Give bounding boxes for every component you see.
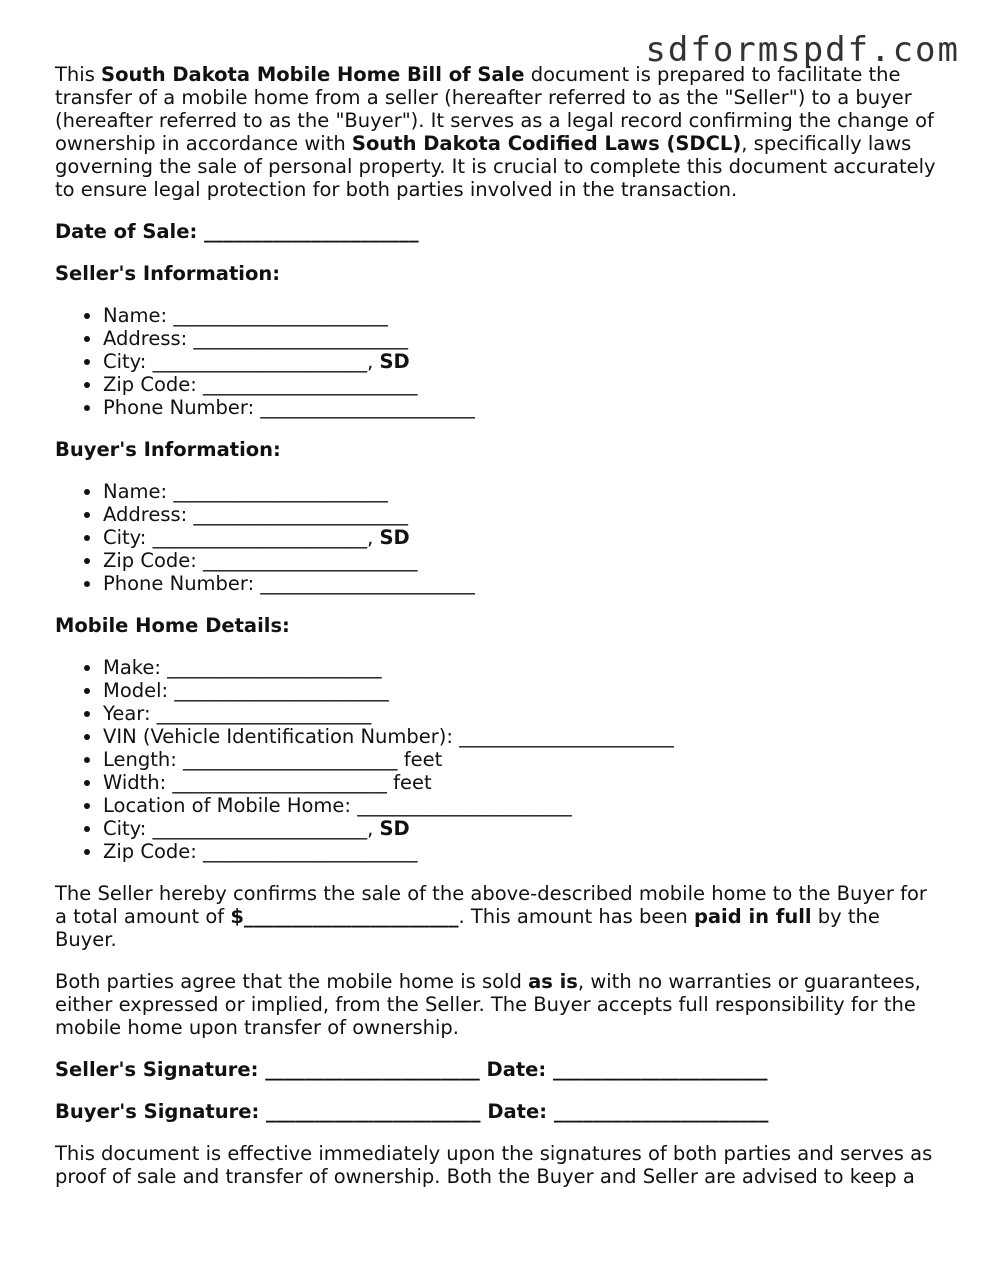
home-state: SD (379, 817, 410, 840)
seller-date-label: Date: (479, 1058, 553, 1081)
home-vin-blank[interactable]: ______________________ (459, 725, 674, 748)
buyer-zip-item[interactable] (103, 549, 945, 572)
seller-zip-blank[interactable]: ______________________ (203, 373, 418, 396)
seller-name-item[interactable] (103, 304, 945, 327)
home-make-item[interactable] (103, 656, 945, 679)
buyer-address-label: Address: (103, 503, 194, 526)
home-zip-label: Zip Code: (103, 840, 204, 863)
seller-city-label: City: (103, 350, 153, 373)
home-length-label: Length: (103, 748, 184, 771)
closing-paragraph: This document is effective immediately upon the signatures of both parties and serves as proof of sale and transfer of ownership. Both the Buyer and Seller are advised to keep a (55, 1142, 933, 1188)
buyer-signature-blank[interactable]: ______________________ (266, 1100, 481, 1123)
home-make-blank[interactable]: ______________________ (167, 656, 382, 679)
seller-signature-label: Seller's Signature: (55, 1058, 266, 1081)
watermark: sdformspdf.com (645, 30, 960, 70)
home-length-item[interactable] (103, 748, 945, 771)
buyer-address-item[interactable] (103, 503, 945, 526)
as-is-emphasis: as is (528, 970, 578, 993)
seller-signature-line[interactable] (55, 1058, 945, 1081)
home-location-blank[interactable]: ______________________ (357, 794, 572, 817)
sale-amount-blank[interactable]: $______________________ (230, 905, 459, 928)
buyer-signature-label: Buyer's Signature: (55, 1100, 267, 1123)
document-title: South Dakota Mobile Home Bill of Sale (101, 63, 525, 86)
buyer-phone-blank[interactable]: ______________________ (260, 572, 475, 595)
home-location-label: Location of Mobile Home: (103, 794, 358, 817)
buyer-info-list (55, 480, 945, 595)
seller-address-blank[interactable]: ______________________ (193, 327, 408, 350)
home-model-blank[interactable]: ______________________ (174, 679, 389, 702)
buyer-phone-label: Phone Number: (103, 572, 261, 595)
as-is-paragraph (55, 970, 945, 1039)
seller-name-blank[interactable]: ______________________ (173, 304, 388, 327)
intro-paragraph (55, 63, 945, 201)
mobile-home-list (55, 656, 945, 863)
intro-text-1: This (55, 63, 102, 86)
seller-date-blank[interactable]: ______________________ (553, 1058, 768, 1081)
seller-phone-item[interactable] (103, 396, 945, 419)
date-of-sale-field[interactable] (55, 220, 945, 243)
buyer-phone-item[interactable] (103, 572, 945, 595)
intro-text-3: , specifically laws governing the sale of personal property. It is crucial to complete this document accurately to ensure legal protection for both parties involved in the transaction. (55, 132, 936, 201)
document-page (55, 63, 945, 1188)
seller-phone-label: Phone Number: (103, 396, 261, 419)
buyer-city-item[interactable]: • City: ______________________, SD (103, 526, 945, 549)
buyer-city-blank[interactable]: ______________________ (152, 526, 368, 549)
buyer-date-label: Date: (480, 1100, 554, 1123)
home-city-label: City: (103, 817, 153, 840)
seller-phone-blank[interactable]: ______________________ (260, 396, 475, 419)
sale-text-1: The Seller hereby confirms the sale of the above-described mobile home to the Buyer for a total amount of (55, 882, 927, 928)
seller-address-item[interactable] (103, 327, 945, 350)
home-city-item[interactable]: • City: ______________________, SD (103, 817, 945, 840)
home-vin-label: VIN (Vehicle Identification Number): (103, 725, 460, 748)
seller-zip-item[interactable] (103, 373, 945, 396)
seller-zip-label: Zip Code: (103, 373, 204, 396)
home-vin-item[interactable] (103, 725, 945, 748)
as-is-text-1: Both parties agree that the mobile home is sold (55, 970, 529, 993)
date-of-sale-blank[interactable]: ______________________ (204, 220, 419, 243)
home-location-item[interactable] (103, 794, 945, 817)
buyer-name-blank[interactable]: ______________________ (173, 480, 388, 503)
home-width-item[interactable] (103, 771, 945, 794)
sdcl-reference: South Dakota Codified Laws (SDCL) (351, 132, 742, 155)
buyer-info-heading: Buyer's Information: (55, 438, 281, 461)
seller-info-list (55, 304, 945, 419)
seller-state: SD (379, 350, 410, 373)
buyer-name-item[interactable] (103, 480, 945, 503)
home-width-unit: feet (386, 771, 432, 794)
home-city-blank[interactable]: ______________________ (152, 817, 368, 840)
intro-text-2: document is prepared to facilitate the transfer of a mobile home from a seller (hereafter referred to as the "Seller") to a buyer (hereafter referred to as the "Buyer"). It serves as a legal record confirming the change of ownership in accordance with (55, 63, 934, 155)
buyer-name-label: Name: (103, 480, 174, 503)
home-year-blank[interactable]: ______________________ (156, 702, 372, 725)
paid-in-full: paid in full (693, 905, 812, 928)
sale-text-3: by the Buyer. (55, 905, 880, 951)
buyer-signature-line[interactable] (55, 1100, 945, 1123)
buyer-date-blank[interactable]: ______________________ (553, 1100, 769, 1123)
buyer-zip-blank[interactable]: ______________________ (203, 549, 418, 572)
home-width-blank[interactable]: ______________________ (172, 771, 387, 794)
seller-info-heading: Seller's Information: (55, 262, 281, 285)
seller-city-item[interactable]: • City: ______________________, SD (103, 350, 945, 373)
home-year-item[interactable] (103, 702, 945, 725)
sale-text-2: . This amount has been (458, 905, 694, 928)
buyer-state: SD (379, 526, 410, 549)
buyer-address-blank[interactable]: ______________________ (193, 503, 408, 526)
date-of-sale-label: Date of Sale: (55, 220, 205, 243)
home-make-label: Make: (103, 656, 168, 679)
seller-signature-blank[interactable]: ______________________ (265, 1058, 480, 1081)
seller-name-label: Name: (103, 304, 174, 327)
buyer-city-label: City: (103, 526, 153, 549)
home-zip-item[interactable] (103, 840, 945, 863)
buyer-zip-label: Zip Code: (103, 549, 204, 572)
home-model-item[interactable] (103, 679, 945, 702)
seller-address-label: Address: (103, 327, 194, 350)
mobile-home-heading: Mobile Home Details: (55, 614, 290, 637)
home-length-blank[interactable]: ______________________ (183, 748, 398, 771)
home-year-label: Year: (103, 702, 157, 725)
home-model-label: Model: (103, 679, 175, 702)
home-zip-blank[interactable]: ______________________ (203, 840, 418, 863)
as-is-text-2: , with no warranties or guarantees, either expressed or implied, from the Seller. The Buyer accepts full responsibility for the mobile home upon transfer of ownership. (55, 970, 921, 1039)
home-width-label: Width: (103, 771, 173, 794)
sale-amount-paragraph (55, 882, 945, 951)
seller-city-blank[interactable]: ______________________ (152, 350, 368, 373)
home-length-unit: feet (397, 748, 443, 771)
